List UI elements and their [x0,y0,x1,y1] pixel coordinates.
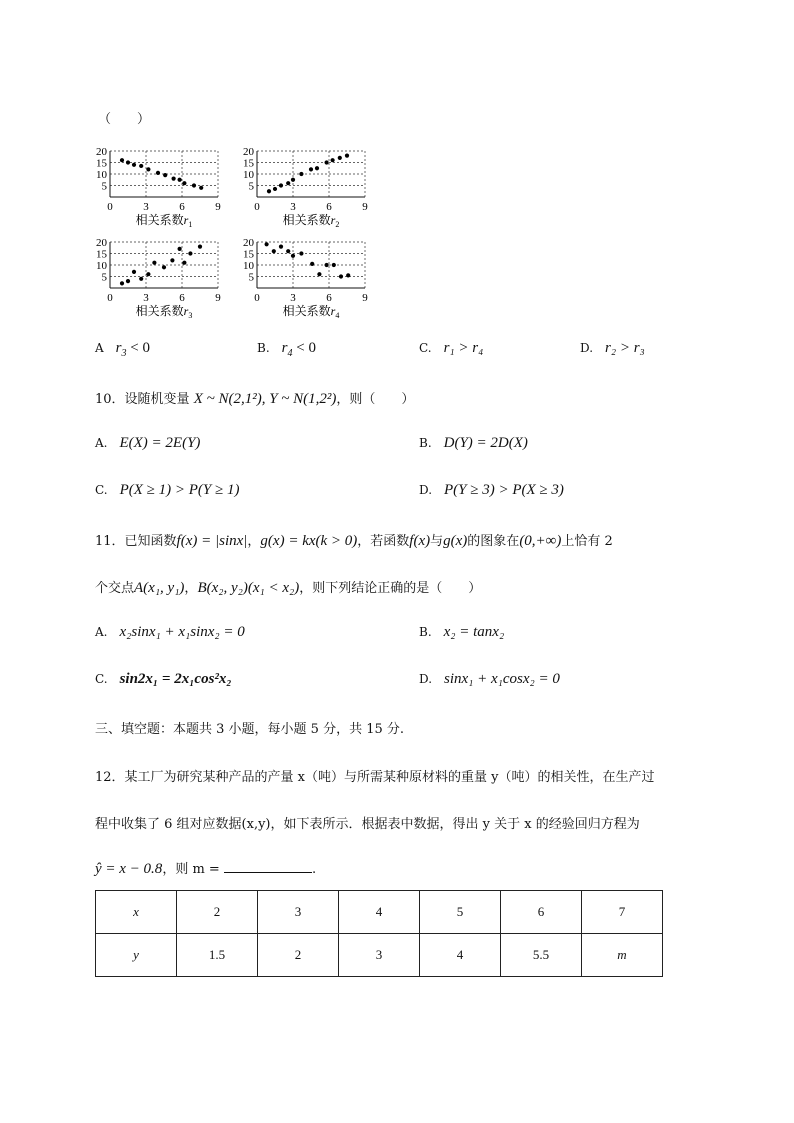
data-point [198,245,202,249]
data-point [345,154,349,158]
q10-stem: 10．设随机变量 X ~ N(2,1²), Y ~ N(1,2²)，则（ ） [95,391,415,407]
table-cell: 2 [177,891,258,934]
y-tick-label: 20 [96,146,107,158]
table-row [96,934,663,977]
data-point [339,274,343,278]
data-point [146,167,150,171]
q11-stem-line1: 11．已知函数f(x) = |sinx|，g(x) = kx(k > 0)，若函数f(x)与g(x)的图象在(0,+∞)上恰有 2 [95,533,613,549]
y-tick-label: 5 [248,180,254,193]
y-tick-label: 20 [96,237,107,249]
data-point [310,262,314,266]
table-cell: 1.5 [177,934,258,977]
data-point [273,187,277,191]
y-tick-label: 10 [96,260,107,272]
data-point [331,158,335,162]
data-point [338,156,342,160]
data-point [146,272,150,276]
table-cell: 2 [258,934,339,977]
data-point [139,277,143,281]
data-point [132,270,136,274]
q11-stem-line2: 个交点A(x₁, y₁)，B(x₂, y₂)(x₁ < x₂)，则下列结论正确的是（ ） [95,580,482,596]
data-point [346,273,350,277]
y-tick-label: 15 [243,157,254,170]
q10-option-a[interactable]: A. E(X) = 2E(Y) [95,435,201,451]
plot-svg-1 [88,145,238,235]
data-point [286,249,290,253]
section-3-heading: 三、填空题：本题共 3 小题，每小题 5 分，共 15 分. [95,722,405,737]
y-tick-label: 20 [243,146,254,158]
data-point [279,183,283,187]
answer-blank[interactable] [224,858,312,873]
data-point [178,247,182,251]
data-point [152,261,156,265]
data-point [126,160,130,164]
x-tick-label: 3 [143,201,149,213]
data-point [291,254,295,258]
table-cell: 3 [258,891,339,934]
data-point [309,167,313,171]
q9-option-a[interactable]: A $r_3 < 0$ [95,340,150,359]
data-point [120,281,124,285]
q11-option-a[interactable]: A. x₂sinx₁ + x₁sinx₂ = 0 [95,624,245,640]
x-tick-label: 6 [326,201,332,213]
scatter-plot-r3 [88,236,238,330]
x-tick-label: 0 [254,292,260,304]
y-tick-label: 5 [101,271,107,284]
data-point [182,261,186,265]
q11-option-d[interactable]: D. sinx₁ + x₁cosx₂ = 0 [419,671,560,687]
y-tick-label: 10 [243,260,254,272]
x-tick-label: 6 [179,201,185,213]
data-point [315,166,319,170]
data-point [139,164,143,168]
data-point [317,272,321,276]
plot-svg-3 [88,236,238,326]
x-tick-label: 9 [362,292,368,304]
q12-stem-line1: 12．某工厂为研究某种产品的产量 x（吨）与所需某种原材料的重量 y（吨）的相关性，在生产过 [95,770,655,785]
x-tick-label: 3 [290,292,296,304]
scatter-plot-r2 [235,145,385,239]
data-point [172,177,176,181]
x-tick-label: 6 [179,292,185,304]
table-row [96,891,663,934]
data-point [163,173,167,177]
data-point [188,251,192,255]
scatter-plot-r4 [235,236,385,330]
table-cell: 6 [501,891,582,934]
plot-caption: 相关系数$r_4$ [282,304,340,320]
table-cell: x [96,891,177,934]
data-point [265,242,269,246]
q9-answer-paren: （ ） [98,112,151,127]
table-cell: 4 [339,891,420,934]
q12-stem-line2: 程中收集了 6 组对应数据(x,y)，如下表所示．根据表中数据，得出 y 关于 x 的经验回归方程为 [95,817,640,832]
data-point [286,181,290,185]
data-point [325,160,329,164]
q12-stem-line3: ŷ = x − 0.8，则 m = . [95,858,316,878]
x-tick-label: 0 [254,201,260,213]
plot-caption: 相关系数$r_3$ [135,304,193,320]
scatter-plot-r1 [88,145,238,239]
data-point [267,189,271,193]
table-cell: 5 [420,891,501,934]
data-point [199,186,203,190]
table-cell: 5.5 [501,934,582,977]
plot-caption: 相关系数$r_1$ [135,213,193,229]
plot-svg-2 [235,145,385,235]
table-cell: m [582,934,663,977]
x-tick-label: 6 [326,292,332,304]
x-tick-label: 9 [215,201,221,213]
data-point [162,265,166,269]
data-point [279,245,283,249]
table-cell: 7 [582,891,663,934]
data-point [332,263,336,267]
data-point [291,178,295,182]
q9-option-b[interactable]: B. $r_4 < 0$ [257,340,316,359]
x-tick-label: 0 [107,292,113,304]
data-point [170,258,174,262]
data-point [325,263,329,267]
plot-svg-4 [235,236,385,326]
y-tick-label: 10 [96,169,107,181]
y-tick-label: 15 [243,248,254,261]
q10-option-b[interactable]: B. D(Y) = 2D(X) [419,435,528,451]
plot-caption: 相关系数$r_2$ [282,213,340,229]
table-cell: 4 [420,934,501,977]
q10-option-c[interactable]: C. P(X ≥ 1) > P(Y ≥ 1) [95,482,240,498]
y-tick-label: 5 [248,271,254,284]
data-point [120,158,124,162]
q12-data-table [95,890,663,977]
data-point [156,171,160,175]
y-tick-label: 5 [101,180,107,193]
x-tick-label: 3 [290,201,296,213]
y-tick-label: 10 [243,169,254,181]
y-tick-label: 20 [243,237,254,249]
data-point [272,249,276,253]
data-point [182,181,186,185]
q9-option-d[interactable]: D. r₂ > r₃ [580,340,645,356]
data-point [126,279,130,283]
q11-option-b[interactable]: B. x₂ = tanx₂ [419,624,505,640]
q10-option-d[interactable]: D. P(Y ≥ 3) > P(X ≥ 3) [419,482,564,498]
x-tick-label: 0 [107,201,113,213]
y-tick-label: 15 [96,157,107,170]
y-tick-label: 15 [96,248,107,261]
x-tick-label: 3 [143,292,149,304]
data-point [178,178,182,182]
data-point [299,172,303,176]
table-cell: 3 [339,934,420,977]
table-cell: y [96,934,177,977]
data-point [299,251,303,255]
data-point [192,183,196,187]
x-tick-label: 9 [215,292,221,304]
q11-option-c[interactable]: C. sin2x₁ = 2x₁cos²x₂ [95,671,232,687]
data-point [132,163,136,167]
q9-option-c[interactable]: C. r₁ > r₄ [419,340,484,356]
x-tick-label: 9 [362,201,368,213]
